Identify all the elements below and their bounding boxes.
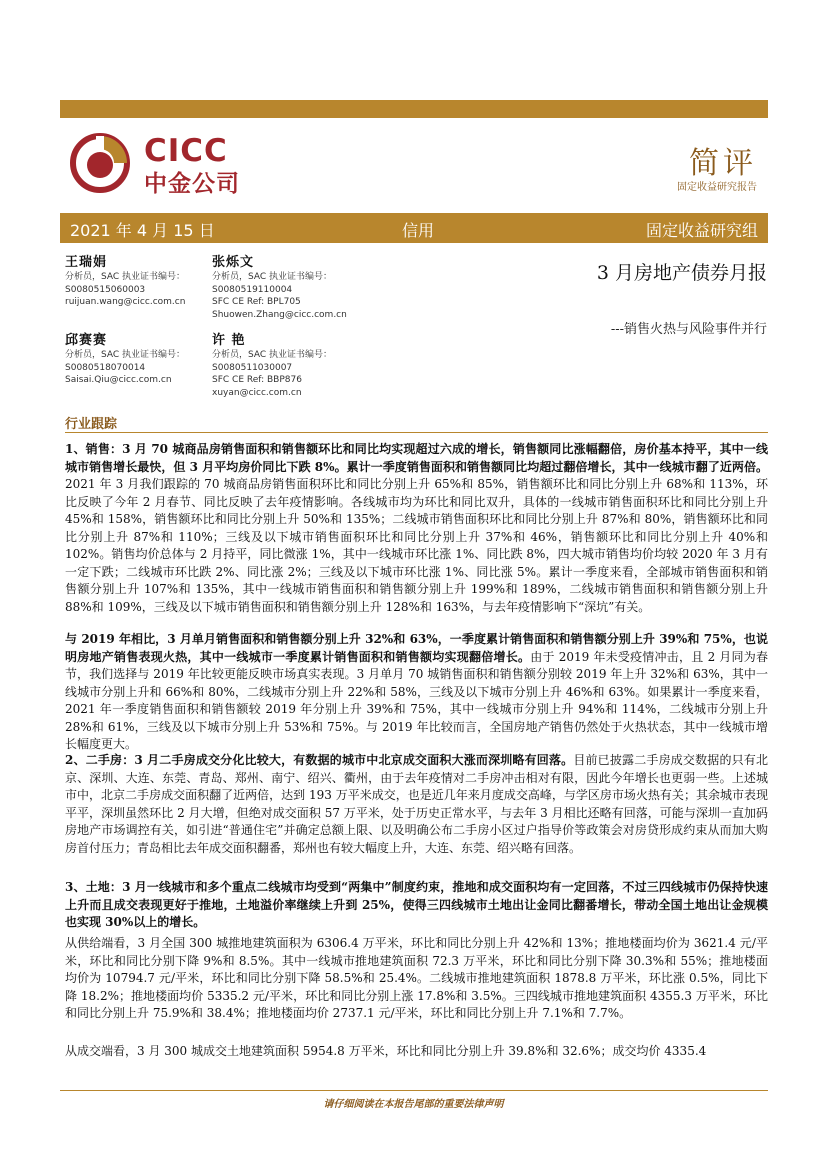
author-email[interactable]: Shuowen.Zhang@cicc.com.cn — [212, 309, 347, 320]
author-sfc-ref: SFC CE Ref: BBP876 — [212, 375, 302, 385]
section-heading: 行业跟踪 — [65, 417, 118, 432]
body-paragraph — [65, 631, 768, 754]
document-subtype: 固定收益研究报告 — [677, 182, 757, 193]
info-bar — [60, 213, 768, 243]
paragraph-text: 目前已披露二手房成交数据的只有北京、深圳、大连、东莞、青岛、郑州、南宁、绍兴、衢州，由于去年疫情对二手房冲击相对有限，因此今年增长也更弱一些。上述城市中，北京二手房成交面积翻了近两倍，达到 193 万平米成交，也是近几年来月度成交高峰，与学区房市场火热有关；其余城市表现平平，深圳虽然环比 2 月大增，但绝对成交面积 57 万平米，处于历史正常水平，与去年 3 月相比还略有回落，可能与深圳一直加码房地产市场调控有关，如引进“普通住宅”并确定总额上限、以及明确公布二手房小区过户指导价等政策会对房贷形成约束从而加大购房首付压力；青岛相比去年成交面积翻番，郑州也有较大幅度上升，大连、东莞、绍兴略有回落。 — [65, 753, 768, 855]
author-cert-id: S0080515060003 — [65, 284, 146, 295]
cicc-logo — [70, 131, 260, 197]
author-card — [212, 254, 347, 321]
legal-disclaimer: 请仔细阅读在本报告尾部的重要法律声明 — [323, 1099, 504, 1110]
body-paragraph — [65, 752, 768, 857]
paragraph-lead: 1、销售：3 月 70 城商品房销售面积和销售额环比和同比均实现超过六成的增长，销售额同比涨幅翻倍，房价基本持平，其中一线城市销售增长最快，但 3 月平均房价同比下跌 8%。累计一季度销售面积和销售额同比均超过翻倍增长，其中一线城市翻了近两倍。 — [65, 442, 768, 474]
author-name: 邱赛赛 — [65, 333, 108, 348]
author-sfc-ref: SFC CE Ref: BPL705 — [212, 297, 301, 307]
paragraph-lead: 与 2019 年相比，3 月单月销售面积和销售额分别上升 32%和 63%，一季度累计销售面积和销售额分别上升 39%和 75%，也说明房地产销售表现火热，其中一线城市一季度累计销售面积和销售额均实现翻倍增长。 — [65, 632, 768, 664]
author-cert-id: S0080511030007 — [212, 362, 293, 373]
report-category: 信用 — [402, 221, 435, 240]
author-name: 王瑞娟 — [65, 255, 108, 270]
logo-text-en: CICC — [144, 133, 228, 169]
body-paragraph — [65, 935, 768, 1023]
report-subtitle: ---销售火热与风险事件并行 — [610, 322, 767, 337]
body-paragraph — [65, 1043, 768, 1061]
document-type: 简评 — [689, 146, 757, 181]
research-team: 固定收益研究组 — [645, 221, 758, 240]
author-name: 张烁文 — [212, 255, 255, 270]
author-email[interactable]: xuyan@cicc.com.cn — [212, 387, 302, 398]
paragraph-text: 2021 年 3 月我们跟踪的 70 城商品房销售面积环比和同比分别上升 65%和 85%，销售额环比和同比分别上升 68%和 113%，环比反映了今年 2 月春节、同比反映了去年疫情影响。各线城市均为环比和同比双升，具体的一线城市销售面积环比和同比分别上升 45%和 158%，销售额环比和同比分别上升 50%和 135%；二线城市销售面积环比和同比分别上升 87%和 80%，销售额环比和同比分别上升 87%和 110%；三线及以下城市销售面积环比和同比分别上升 37%和 46%，销售额环比和同比分别上升 40%和 102%。销售均价总体与 2 月持平，同比微涨 1%，其中一线城市环比涨 1%、同比跌 8%，四大城市销售均价均较 2020 年 3 月有一定下跌；二线城市环比跌 2%、同比涨 2%；三线及以下城市环比涨 1%、同比涨 5%。累计一季度来看，全部城市销售面积和销售额分别上升 107%和 135%，其中一线城市销售面积和销售额分别上升 199%和 189%，二线城市销售面积和销售额分别上升 88%和 109%，三线及以下城市销售面积和销售额分别上升 128%和 163%，与去年疫情影响下“深坑”有关。 — [65, 477, 768, 614]
report-title: 3 月房地产债券月报 — [596, 262, 767, 284]
author-role: 分析员，SAC 执业证书编号： — [65, 350, 186, 360]
header-accent-bar — [60, 100, 768, 118]
paragraph-text: 由于 2019 年未受疫情冲击，且 2 月同为春节，我们选择与 2019 年比较更能反映市场真实表现。3 月单月 70 城销售面积和销售额分别较 2019 年上升 32%和 63%，其中一线城市分别上升和 66%和 80%，二线城市分别上升 22%和 58%，三线及以下城市分别上升 46%和 63%。如果累计一季度来看，2021 年一季度销售面积和销售额较 2019 年分别上升 39%和 75%，其中一线城市分别上升 94%和 114%，二线城市分别上升 28%和 61%，三线及以下城市分别上升 53%和 75%。与 2019 年比较而言，全国房地产销售仍然处于火热状态，其中一线城市增长幅度更大。 — [65, 649, 768, 751]
author-role: 分析员，SAC 执业证书编号： — [212, 350, 333, 360]
author-email[interactable]: Saisai.Qiu@cicc.com.cn — [65, 375, 172, 385]
author-cert-id: S0080518070014 — [65, 362, 146, 373]
paragraph-text: 从成交端看，3 月 300 城成交土地建筑面积 5954.8 万平米，环比和同比分别上升 39.8%和 32.6%；成交均价 4335.4 — [65, 1044, 707, 1058]
author-card — [212, 332, 332, 399]
author-card — [65, 332, 185, 387]
report-date: 2021 年 4 月 15 日 — [70, 221, 215, 240]
logo-text-cn: 中金公司 — [144, 171, 240, 197]
author-cert-id: S0080519110004 — [212, 284, 293, 295]
author-role: 分析员，SAC 执业证书编号： — [212, 272, 333, 282]
body-paragraph — [65, 879, 768, 932]
paragraph-lead: 2、二手房：3 月二手房成交分化比较大，有数据的城市中北京成交面积大涨而深圳略有回落。 — [65, 753, 574, 767]
author-card — [65, 254, 185, 309]
author-role: 分析员，SAC 执业证书编号： — [65, 272, 186, 282]
author-name: 许 艳 — [212, 333, 246, 348]
paragraph-text: 从供给端看，3 月全国 300 城推地建筑面积为 6306.4 万平米，环比和同比分别上升 42%和 13%；推地楼面均价为 3621.4 元/平米，环比和同比分别下降 9%和 8.5%。其中一线城市推地建筑面积 72.3 万平米，环比和同比分别下降 30.3%和 55%；推地楼面均价为 10794.7 元/平米，环比和同比分别下降 58.5%和 25.4%。二线城市推地建筑面积 1878.8 万平米，环比涨 0.5%，同比下降 18.2%；推地楼面均价 5335.2 元/平米，环比和同比分别上涨 17.8%和 3.5%。三四线城市推地建筑面积 4355.3 万平米，环比和同比分别上升 75.9%和 38.4%；推地楼面均价 2737.1 元/平米，环比和同比分别上升 7.1%和 7.7%。 — [65, 936, 768, 1020]
body-paragraph — [65, 441, 768, 616]
cicc-logo-emblem-icon — [70, 133, 130, 193]
section-divider — [65, 432, 768, 433]
paragraph-lead: 3、土地：3 月一线城市和多个重点二线城市均受到“两集中”制度约束，推地和成交面积均有一定回落，不过三四线城市仍保持快速上升而且成交表现更好于推地，土地溢价率继续上升到 25%，使得三四线城市土地出让金同比翻番增长，带动全国土地出让金规模也实现 30%以上的增长。 — [65, 880, 768, 929]
author-email[interactable]: ruijuan.wang@cicc.com.cn — [65, 297, 186, 307]
footer-divider — [60, 1090, 768, 1091]
